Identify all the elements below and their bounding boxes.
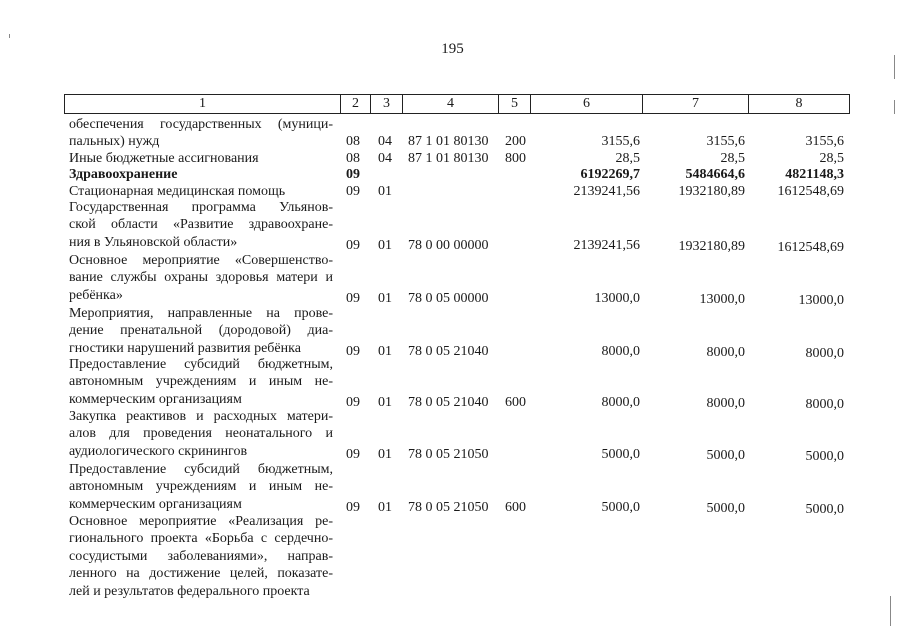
row-description-line: Основное мероприятие «Совершенство- xyxy=(69,253,333,268)
col-4-target-article: 87 1 01 80130 xyxy=(408,134,489,150)
col-7-amount: 28,5 xyxy=(720,151,745,166)
page-number: 195 xyxy=(441,41,464,57)
col-2-section: 09 xyxy=(346,499,360,515)
row-description-line: сосудистыми заболеваниями», направ- xyxy=(69,548,333,564)
col-8-amount: 3155,6 xyxy=(805,134,844,150)
row-description xyxy=(69,166,333,183)
margin-mark xyxy=(894,55,895,79)
row-description-line: ребёнка» xyxy=(69,287,123,303)
col-7-amount: 5484664,6 xyxy=(685,167,745,182)
col-2-section: 09 xyxy=(346,184,360,199)
margin-mark xyxy=(9,34,10,38)
row-description-line: Предоставление субсидий бюджетным, xyxy=(69,357,333,372)
row-description xyxy=(69,116,333,151)
col-7-amount: 1932180,89 xyxy=(678,184,745,199)
row-description-line: гностики нарушений развития ребёнка xyxy=(69,340,301,356)
col-3-subsection: 01 xyxy=(378,446,392,462)
col-6-amount: 8000,0 xyxy=(601,343,640,359)
col-4-target-article: 78 0 05 21040 xyxy=(408,343,489,359)
col-4-target-article: 78 0 05 21050 xyxy=(408,446,489,462)
col-2-section: 09 xyxy=(346,343,360,359)
col-2-section: 09 xyxy=(346,290,360,306)
row-description-line: Предоставление субсидий бюджетным, xyxy=(69,462,333,477)
row-description-line: автономным учреждениям и иным не- xyxy=(69,374,333,390)
row-description-line: гионального проекта «Борьба с сердечно- xyxy=(69,531,333,547)
col-6-amount: 5000,0 xyxy=(601,446,640,462)
col-5-expense-type: 200 xyxy=(505,134,526,150)
row-description-line: коммерческим организациям xyxy=(69,496,242,512)
row-description-line: Основное мероприятие «Реализация ре- xyxy=(69,514,333,529)
col-7-amount: 8000,0 xyxy=(706,344,745,360)
header-col-3: 3 xyxy=(371,95,403,113)
col-2-section: 09 xyxy=(346,394,360,410)
col-3-subsection: 01 xyxy=(378,184,392,199)
col-8-amount: 8000,0 xyxy=(805,345,844,361)
row-description-line: Иные бюджетные ассигнования xyxy=(69,151,259,166)
col-8-amount: 5000,0 xyxy=(805,448,844,464)
col-2-section: 09 xyxy=(346,446,360,462)
row-description-line: обеспечения государственных (муници- xyxy=(69,117,333,132)
col-8-amount: 1612548,69 xyxy=(777,184,844,199)
col-2-section: 09 xyxy=(346,237,360,253)
col-3-subsection: 04 xyxy=(378,151,392,166)
col-6-amount: 28,5 xyxy=(615,151,640,166)
row-description-line: Государственная программа Ульянов- xyxy=(69,200,333,215)
col-4-target-article: 87 1 01 80130 xyxy=(408,151,489,166)
row-description xyxy=(69,252,333,304)
col-6-amount: 2139241,56 xyxy=(573,184,640,199)
col-8-amount: 5000,0 xyxy=(805,501,844,517)
col-3-subsection: 01 xyxy=(378,394,392,410)
col-8-amount: 28,5 xyxy=(819,151,844,166)
header-col-7: 7 xyxy=(643,95,749,113)
row-description-line: ленного на достижение целей, показате- xyxy=(69,566,333,582)
row-description-line: автономным учреждениям и иным не- xyxy=(69,479,333,495)
header-col-4: 4 xyxy=(403,95,499,113)
header-col-2: 2 xyxy=(341,95,371,113)
header-col-1: 1 xyxy=(65,95,341,113)
col-2-section: 08 xyxy=(346,134,360,150)
col-7-amount: 8000,0 xyxy=(706,395,745,411)
col-7-amount: 1932180,89 xyxy=(678,238,745,254)
col-3-subsection: 01 xyxy=(378,237,392,253)
margin-mark xyxy=(890,596,891,626)
col-4-target-article: 78 0 05 21050 xyxy=(408,499,489,515)
col-3-subsection: 01 xyxy=(378,290,392,306)
row-description xyxy=(69,356,333,408)
col-3-subsection: 01 xyxy=(378,343,392,359)
row-description-line: Здравоохранение xyxy=(69,167,178,182)
row-description xyxy=(69,305,333,357)
header-col-5: 5 xyxy=(499,95,531,113)
row-description-line: дение пренатальной (дородовой) диа- xyxy=(69,323,333,339)
col-7-amount: 13000,0 xyxy=(699,291,745,307)
col-6-amount: 13000,0 xyxy=(594,290,640,306)
col-6-amount: 5000,0 xyxy=(601,499,640,515)
row-description xyxy=(69,183,333,200)
col-5-expense-type: 600 xyxy=(505,394,526,410)
header-col-6: 6 xyxy=(531,95,643,113)
row-description-line: Мероприятия, направленные на прове- xyxy=(69,306,333,321)
row-description xyxy=(69,461,333,513)
margin-mark xyxy=(894,100,895,114)
row-description-line: вание службы охраны здоровья матери и xyxy=(69,270,333,286)
col-3-subsection: 04 xyxy=(378,134,392,150)
col-4-target-article: 78 0 05 00000 xyxy=(408,290,489,306)
col-6-amount: 8000,0 xyxy=(601,394,640,410)
col-5-expense-type: 600 xyxy=(505,499,526,515)
col-3-subsection: 01 xyxy=(378,499,392,515)
row-description xyxy=(69,408,333,460)
row-description-line: лей и результатов федерального проекта xyxy=(69,583,310,599)
row-description xyxy=(69,513,333,600)
col-4-target-article: 78 0 05 21040 xyxy=(408,394,489,410)
col-8-amount: 1612548,69 xyxy=(777,239,844,255)
col-2-section: 08 xyxy=(346,151,360,166)
table-header-row xyxy=(64,94,850,114)
col-7-amount: 5000,0 xyxy=(706,500,745,516)
col-7-amount: 3155,6 xyxy=(706,134,745,150)
col-2-section: 09 xyxy=(346,167,360,182)
col-8-amount: 8000,0 xyxy=(805,396,844,412)
row-description-line: Закупка реактивов и расходных матери- xyxy=(69,409,333,424)
col-8-amount: 4821148,3 xyxy=(785,167,844,182)
row-description-line: Стационарная медицинская помощь xyxy=(69,184,286,199)
row-description xyxy=(69,199,333,251)
row-description-line: аудиологического скринингов xyxy=(69,443,248,459)
row-description-line: ской области «Развитие здравоохране- xyxy=(69,217,333,233)
col-5-expense-type: 800 xyxy=(505,151,526,166)
row-description-line: ния в Ульяновской области» xyxy=(69,234,238,250)
row-description-line: коммерческим организациям xyxy=(69,391,242,407)
row-description-line: алов для проведения неонатального и xyxy=(69,426,333,442)
col-8-amount: 13000,0 xyxy=(798,292,844,308)
header-col-8: 8 xyxy=(795,96,803,111)
row-description-line: пальных) нужд xyxy=(69,134,160,150)
col-6-amount: 2139241,56 xyxy=(573,237,640,253)
col-7-amount: 5000,0 xyxy=(706,447,745,463)
col-6-amount: 3155,6 xyxy=(601,134,640,150)
row-description xyxy=(69,150,333,167)
col-4-target-article: 78 0 00 00000 xyxy=(408,237,489,253)
col-6-amount: 6192269,7 xyxy=(580,167,640,182)
